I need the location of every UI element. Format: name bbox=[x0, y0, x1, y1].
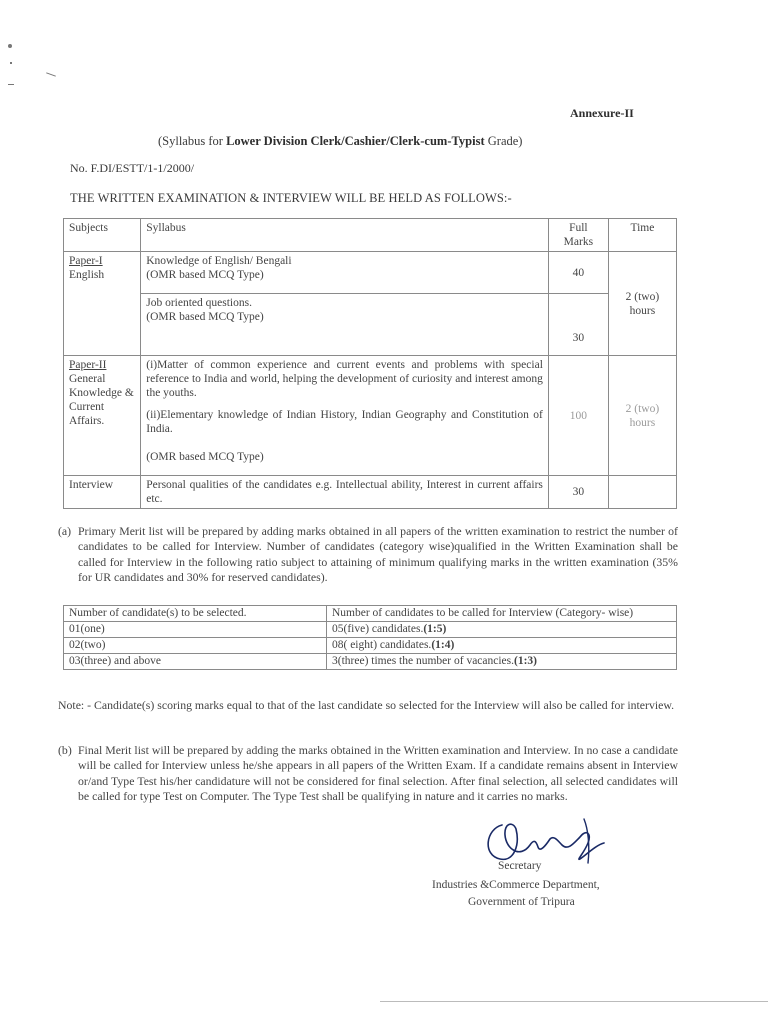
subtitle-suffix: Grade) bbox=[484, 134, 523, 148]
paper1-marks-2: 30 bbox=[548, 294, 608, 356]
paper2-subject: General Knowledge & Current Affairs. bbox=[69, 373, 134, 427]
syllabus-subtitle bbox=[158, 134, 522, 149]
ratio-value: (1:3) bbox=[514, 655, 538, 667]
paper1-syllabus-1-line1: Knowledge of English/ Bengali bbox=[146, 255, 292, 267]
subtitle-prefix: (Syllabus for bbox=[158, 134, 227, 148]
scan-edge-line bbox=[380, 1001, 768, 1002]
scan-speck bbox=[8, 44, 12, 48]
scan-speck bbox=[10, 62, 12, 64]
paper2-syllabus-i: (i)Matter of common experience and current events and problems with special reference to India and world, helping the development of curiosity and interest among the youths. bbox=[146, 359, 543, 399]
table-row bbox=[64, 654, 677, 670]
header-subjects: Subjects bbox=[64, 219, 141, 252]
ratio-value: (1:5) bbox=[423, 623, 447, 635]
paragraph-a-text: Primary Merit list will be prepared by adding marks obtained in all papers of the written examination to restrict the number of candidates to be called for Interview. Number of candidates (category wise)qualified in the Written Examination shall be called for Interview in the following ratio subject to attaining of minimum qualifying marks in the written examination (35% for UR candidates and 30% for reserved candidates). bbox=[78, 524, 678, 585]
ratio-header-left: Number of candidate(s) to be selected. bbox=[64, 606, 327, 622]
subtitle-post-name: Lower Division Clerk/Cashier/Clerk-cum-Typist bbox=[226, 134, 485, 148]
ratio-value: (1:4) bbox=[431, 639, 455, 651]
paper1-subject-cell bbox=[64, 252, 141, 356]
paper2-name: Paper-II bbox=[69, 359, 107, 371]
scan-speck bbox=[46, 72, 56, 76]
paper1-syllabus-1 bbox=[141, 252, 549, 294]
note-text: Note: - Candidate(s) scoring marks equal to that of the last candidate so selected for the Interview will also be called for interview. bbox=[58, 698, 675, 712]
paper1-subject: English bbox=[69, 269, 105, 281]
exam-syllabus-table bbox=[63, 218, 677, 509]
paragraph-b-label: (b) bbox=[58, 743, 72, 757]
ratio-called bbox=[327, 638, 677, 654]
interview-marks: 30 bbox=[548, 476, 608, 509]
paper2-syllabus bbox=[141, 356, 549, 476]
signatory-title: Secretary bbox=[498, 860, 542, 872]
table-row bbox=[64, 356, 677, 476]
paper1-syllabus-2-line1: Job oriented questions. bbox=[146, 297, 252, 309]
exam-heading: THE WRITTEN EXAMINATION & INTERVIEW WILL BE HELD AS FOLLOWS:- bbox=[70, 191, 512, 205]
paper1-syllabus-2 bbox=[141, 294, 549, 356]
interview-time bbox=[608, 476, 676, 509]
paper2-syllabus-type: (OMR based MCQ Type) bbox=[146, 451, 264, 463]
table-header-row bbox=[64, 219, 677, 252]
paragraph-a-label: (a) bbox=[58, 524, 72, 538]
paper2-marks: 100 bbox=[548, 356, 608, 476]
ratio-called bbox=[327, 622, 677, 638]
table-row bbox=[64, 252, 677, 294]
header-full-marks: Full Marks bbox=[548, 219, 608, 252]
paper1-marks-1: 40 bbox=[548, 252, 608, 294]
interview-ratio-table bbox=[63, 605, 677, 670]
table-row bbox=[64, 622, 677, 638]
annexure-label: Annexure-II bbox=[570, 106, 634, 120]
ratio-called-text: 05(five) candidates. bbox=[332, 623, 424, 635]
ratio-selected: 01(one) bbox=[64, 622, 327, 638]
table-header-row bbox=[64, 606, 677, 622]
paragraph-b-text: Final Merit list will be prepared by adding the marks obtained in the Written examination and Interview. In no case a candidate will be called for Interview unless he/she appears in all papers of the Written Exam. If a candidate remains absent in Interview or/and Type Test his/her candidature will not be considered for final selection. After final selection, all selected candidates will be called for type Test on Computer. The Type Test shall be qualifying in nature and it carries no marks. bbox=[78, 743, 678, 804]
interview-syllabus: Personal qualities of the candidates e.g. Intellectual ability, Interest in current affairs etc. bbox=[141, 476, 549, 509]
signature-block bbox=[400, 815, 660, 915]
interview-name: Interview bbox=[64, 476, 141, 509]
header-time: Time bbox=[608, 219, 676, 252]
table-row bbox=[64, 476, 677, 509]
signatory-department: Industries &Commerce Department, bbox=[432, 879, 600, 891]
scan-speck bbox=[8, 84, 14, 85]
paper1-time: 2 (two) hours bbox=[608, 252, 676, 356]
header-syllabus: Syllabus bbox=[141, 219, 549, 252]
paper1-syllabus-1-line2: (OMR based MCQ Type) bbox=[146, 269, 264, 281]
ratio-called bbox=[327, 654, 677, 670]
paper1-syllabus-2-line2: (OMR based MCQ Type) bbox=[146, 311, 264, 323]
paper2-syllabus-ii: (ii)Elementary knowledge of Indian History, Indian Geography and Constitution of India. bbox=[146, 409, 543, 435]
paragraph-a bbox=[58, 524, 678, 586]
paper2-time: 2 (two) hours bbox=[608, 356, 676, 476]
table-row bbox=[64, 294, 677, 356]
ratio-called-text: 08( eight) candidates. bbox=[332, 639, 432, 651]
ratio-header-right: Number of candidates to be called for Interview (Category- wise) bbox=[327, 606, 677, 622]
paper2-subject-cell bbox=[64, 356, 141, 476]
paper1-name: Paper-I bbox=[69, 255, 103, 267]
table-row bbox=[64, 638, 677, 654]
reference-number: No. F.DI/ESTT/1-1/2000/ bbox=[70, 161, 195, 175]
ratio-selected: 03(three) and above bbox=[64, 654, 327, 670]
signatory-government: Government of Tripura bbox=[468, 896, 575, 908]
paragraph-b bbox=[58, 743, 678, 805]
ratio-called-text: 3(three) times the number of vacancies. bbox=[332, 655, 515, 667]
ratio-selected: 02(two) bbox=[64, 638, 327, 654]
